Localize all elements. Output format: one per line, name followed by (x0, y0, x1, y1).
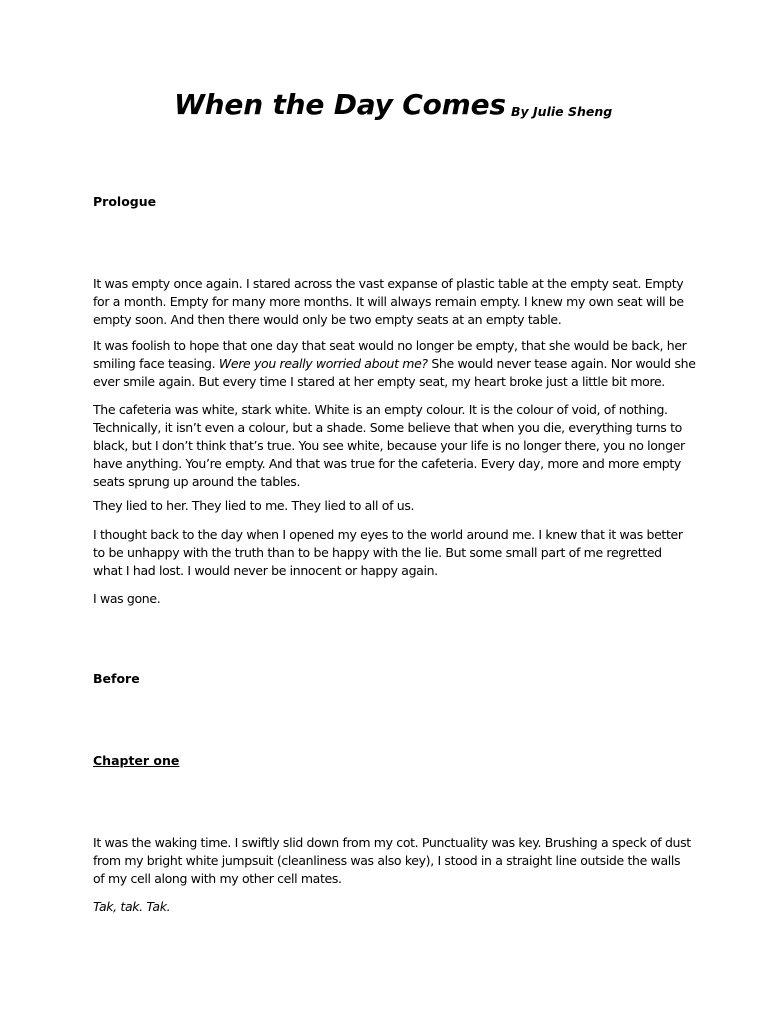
prologue-paragraph-5 (93, 526, 685, 580)
prologue-paragraph-6 (93, 590, 685, 608)
text-line: ever smile again. But every time I stared at her empty seat, my heart broke just a little bit more. (93, 374, 665, 389)
chapter-one-heading: Chapter one (93, 753, 180, 768)
prologue-heading: Prologue (93, 194, 157, 209)
prologue-paragraph-4 (93, 497, 685, 515)
prologue-paragraph-3 (93, 401, 685, 491)
text-line: black, but I don’t think that’s true. You see white, because your life is no longer there, you no longer (93, 438, 685, 453)
chapter-one-paragraph-2 (93, 898, 685, 916)
prologue-paragraph-1 (93, 275, 685, 329)
prologue-paragraph-2 (93, 337, 696, 391)
text-line: for a month. Empty for many more months. It will always remain empty. I knew my own seat will be (93, 294, 684, 309)
text-run: She would never tease again. Nor would she (427, 356, 696, 371)
text-line: to be unhappy with the truth than to be happy with the lie. But some small part of me regretted (93, 545, 662, 560)
italic-quote: Were you really worried about me? (218, 356, 428, 371)
chapter-one-paragraph-1 (93, 834, 691, 888)
document-title: When the Day Comes (174, 88, 506, 121)
text-line: seats sprung up around the tables. (93, 474, 301, 489)
text-line: from my bright white jumpsuit (cleanliness was also key), I stood in a straight line outside the walls (93, 853, 681, 868)
text-line: Tak, tak. Tak. (93, 899, 171, 914)
text-line: The cafeteria was white, stark white. White is an empty colour. It is the colour of void, of nothing. (93, 402, 668, 417)
author-byline: By Julie Sheng (511, 104, 613, 119)
text-line: Technically, it isn’t even a colour, but a shade. Some believe that when you die, everything turns to (93, 420, 682, 435)
text-line: what I had lost. I would never be innocent or happy again. (93, 563, 438, 578)
text-line (93, 355, 696, 373)
text-line: It was the waking time. I swiftly slid down from my cot. Punctuality was key. Brushing a speck of dust (93, 835, 691, 850)
text-line: empty soon. And then there would only be two empty seats at an empty table. (93, 312, 562, 327)
text-line: of my cell along with my other cell mates. (93, 871, 342, 886)
text-line: have anything. You’re empty. And that was true for the cafeteria. Every day, more and more empty (93, 456, 681, 471)
text-line: I thought back to the day when I opened my eyes to the world around me. I knew that it was better (93, 527, 683, 542)
text-line: I was gone. (93, 591, 161, 606)
text-run: smiling face teasing. (93, 356, 219, 371)
text-line: It was empty once again. I stared across the vast expanse of plastic table at the empty seat. Empty (93, 276, 684, 291)
text-line: It was foolish to hope that one day that seat would no longer be empty, that she would be back, her (93, 338, 687, 353)
before-heading: Before (93, 671, 140, 686)
text-line: They lied to her. They lied to me. They lied to all of us. (93, 498, 415, 513)
